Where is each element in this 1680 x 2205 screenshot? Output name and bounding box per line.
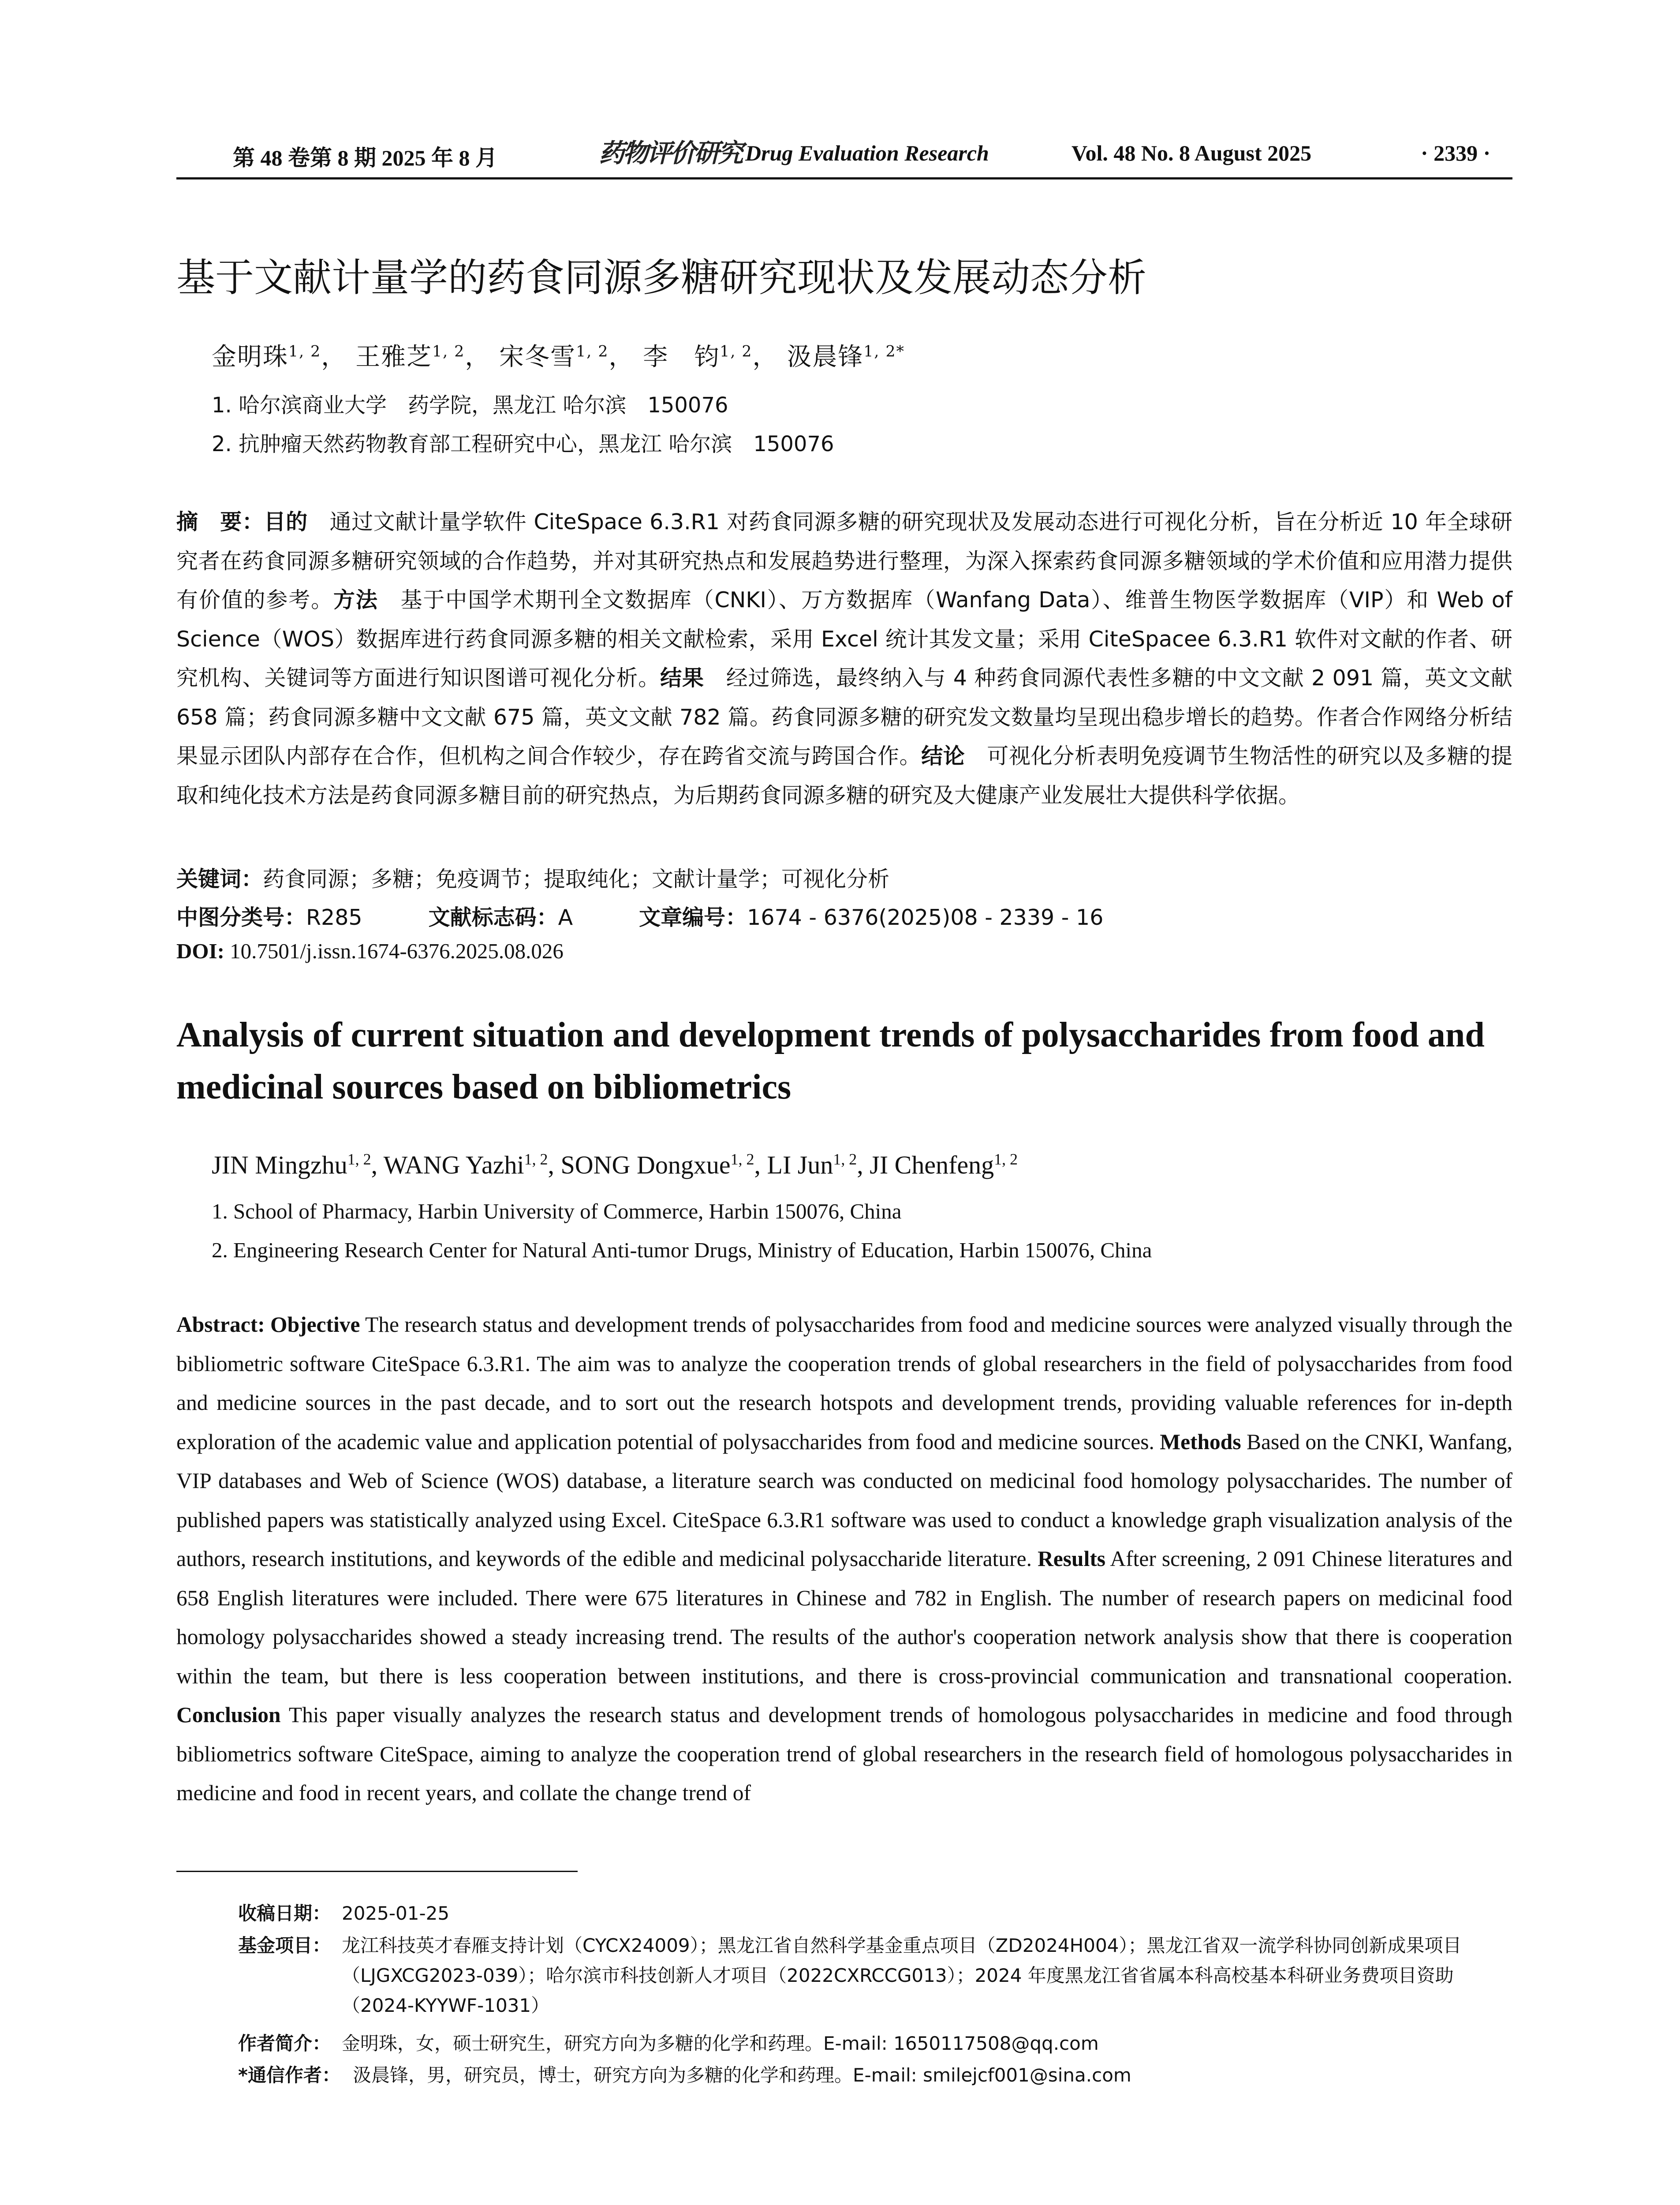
header-journal-name: Drug Evaluation Research [745,141,989,165]
doi-link[interactable]: 10.7501/j.issn.1674-6376.2025.08.026 [224,939,564,963]
cn-affiliation-1: 1. 哈尔滨商业大学 药学院，黑龙江 哈尔滨 150076 [212,393,728,418]
cn-author: 宋冬雪 [499,343,576,371]
cn-author: 汲晨锋 [787,343,864,371]
footnote-rule [176,1871,578,1872]
cn-author: 李 钧 [643,343,720,371]
header-volume: Vol. 48 No. 8 August 2025 [1071,141,1312,165]
header-issue: 第 48 卷第 8 期 2025 年 8 月 [233,146,497,170]
en-author-list: JIN Mingzhu$^{1, 2}$, WANG Yazhi$^{1, 2}$, SONG Dongxue$^{1, 2}$, LI Jun$^{1, 2}$, JI Chenfeng$^{1, 2}$ [212,1150,1018,1179]
header-rule [176,177,1512,179]
cn-author: 金明珠 [212,343,288,371]
cn-classification-line: 中图分类号：R285 文献标志码：A 文章编号：1674 - 6376(2025)08 - 2339 - 16 [176,905,1104,930]
cn-keywords: 关键词：药食同源；多糖；免疫调节；提取纯化；文献计量学；可视化分析 [176,867,890,892]
journal-logo: 药物评价研究 [599,138,742,168]
en-author: WANG Yazhi [383,1151,524,1179]
cn-affiliation-2: 2. 抗肿瘤天然药物教育部工程研究中心，黑龙江 哈尔滨 150076 [212,432,834,456]
en-author: JI Chenfeng [870,1151,994,1179]
en-author: SONG Dongxue [560,1151,731,1179]
cn-author-list: 金明珠$^{1, 2}$， 王雅芝$^{1, 2}$， 宋冬雪$^{1, 2}$， 李 钧$^{1, 2}$， 汲晨锋$^{1, 2*}$ [212,343,905,371]
en-title: Analysis of current situation and development trends of polysaccharides from food and medicinal sources based on bibliometrics [176,1016,1485,1106]
en-author: JIN Mingzhu [212,1151,347,1179]
cn-title: 基于文献计量学的药食同源多糖研究现状及发展动态分析 [176,255,1147,300]
header-page-number: · 2339 · [1421,141,1491,165]
en-author: LI Jun [767,1151,833,1179]
en-affiliation-2: 2. Engineering Research Center for Natural Anti-tumor Drugs, Ministry of Education, Harbin 150076, China [212,1238,1152,1262]
en-affiliation-1: 1. School of Pharmacy, Harbin University of Commerce, Harbin 150076, China [212,1199,902,1223]
cn-abstract: 摘 要：目的 通过文献计量学软件 CiteSpace 6.3.R1 对药食同源多糖的研究现状及发展动态进行可视化分析，旨在分析近 10 年全球研究者在药食同源多糖研究领域的合作趋势，并对其研究热点和发展趋势进行整理，为深入探索药食同源多糖领域的学术价值和应用潜力提供有价值的参考。方法 基于中国学术期刊全文数据库（CNKI）、万方数据库（Wanfang Data）、维普生物医学数据库（VIP）和 Web of Science（WOS）数据库进行药食同源多糖的相关文献检索，采用 Excel 统计其发文量；采用 CiteSpacee 6.3.R1 软件对文献的作者、研究机构、关键词等方面进行知识图谱可视化分析。结果 经过筛选，最终纳入与 4 种药食同源代表性多糖的中文文献 2 091 篇，英文文献 658 篇；药食同源多糖中文文献 675 篇，英文文献 782 篇。药食同源多糖的研究发文数量均呈现出稳步增长的趋势。作者合作网络分析结果显示团队内部存在合作，但机构之间合作较少，存在跨省交流与跨国合作。结论 可视化分析表明免疫调节生物活性的研究以及多糖的提取和纯化技术方法是药食同源多糖目前的研究热点，为后期药食同源多糖的研究及大健康产业发展壮大提供科学依据。 [176,509,1512,808]
en-abstract: Abstract: Objective The research status and development trends of polysaccharides from food and medicine sources were analyzed visually through the bibliometric software CiteSpace 6.3.R1. The aim was to analyze the cooperation trends of global researchers in the field of polysaccharides from food and medicine sources in the past decade, and to sort out the research hotspots and development trends, providing valuable references for in-depth exploration of the academic value and application potential of polysaccharides from food and medicine sources. Methods Based on the CNKI, Wanfang, VIP databases and Web of Science (WOS) database, a literature search was conducted on medicinal food homology polysaccharides. The number of published papers was statistically analyzed using Excel. CiteSpace 6.3.R1 software was used to conduct a knowledge graph visualization analysis of the authors, research institutions, and keywords of the edible and medicinal polysaccharide literature. Results After screening, 2 091 Chinese literatures and 658 English literatures were included. There were 675 literatures in Chinese and 782 in English. The number of research papers on medicinal food homology polysaccharides showed a steady increasing trend. The results of the author's cooperation network analysis show that there is cooperation within the team, but there is less cooperation between institutions, and there is cross-provincial communication and transnational cooperation. Conclusion This paper visually analyzes the research status and development trends of homologous polysaccharides in medicine and food through bibliometrics software CiteSpace, aiming to analyze the cooperation trend of global researchers in the research field of homologous polysaccharides in medicine and food in recent years, and collate the change trend of [176,1312,1513,1805]
cn-author: 王雅芝 [355,343,433,371]
doi-line: DOI: 10.7501/j.issn.1674-6376.2025.08.026 [176,939,564,963]
